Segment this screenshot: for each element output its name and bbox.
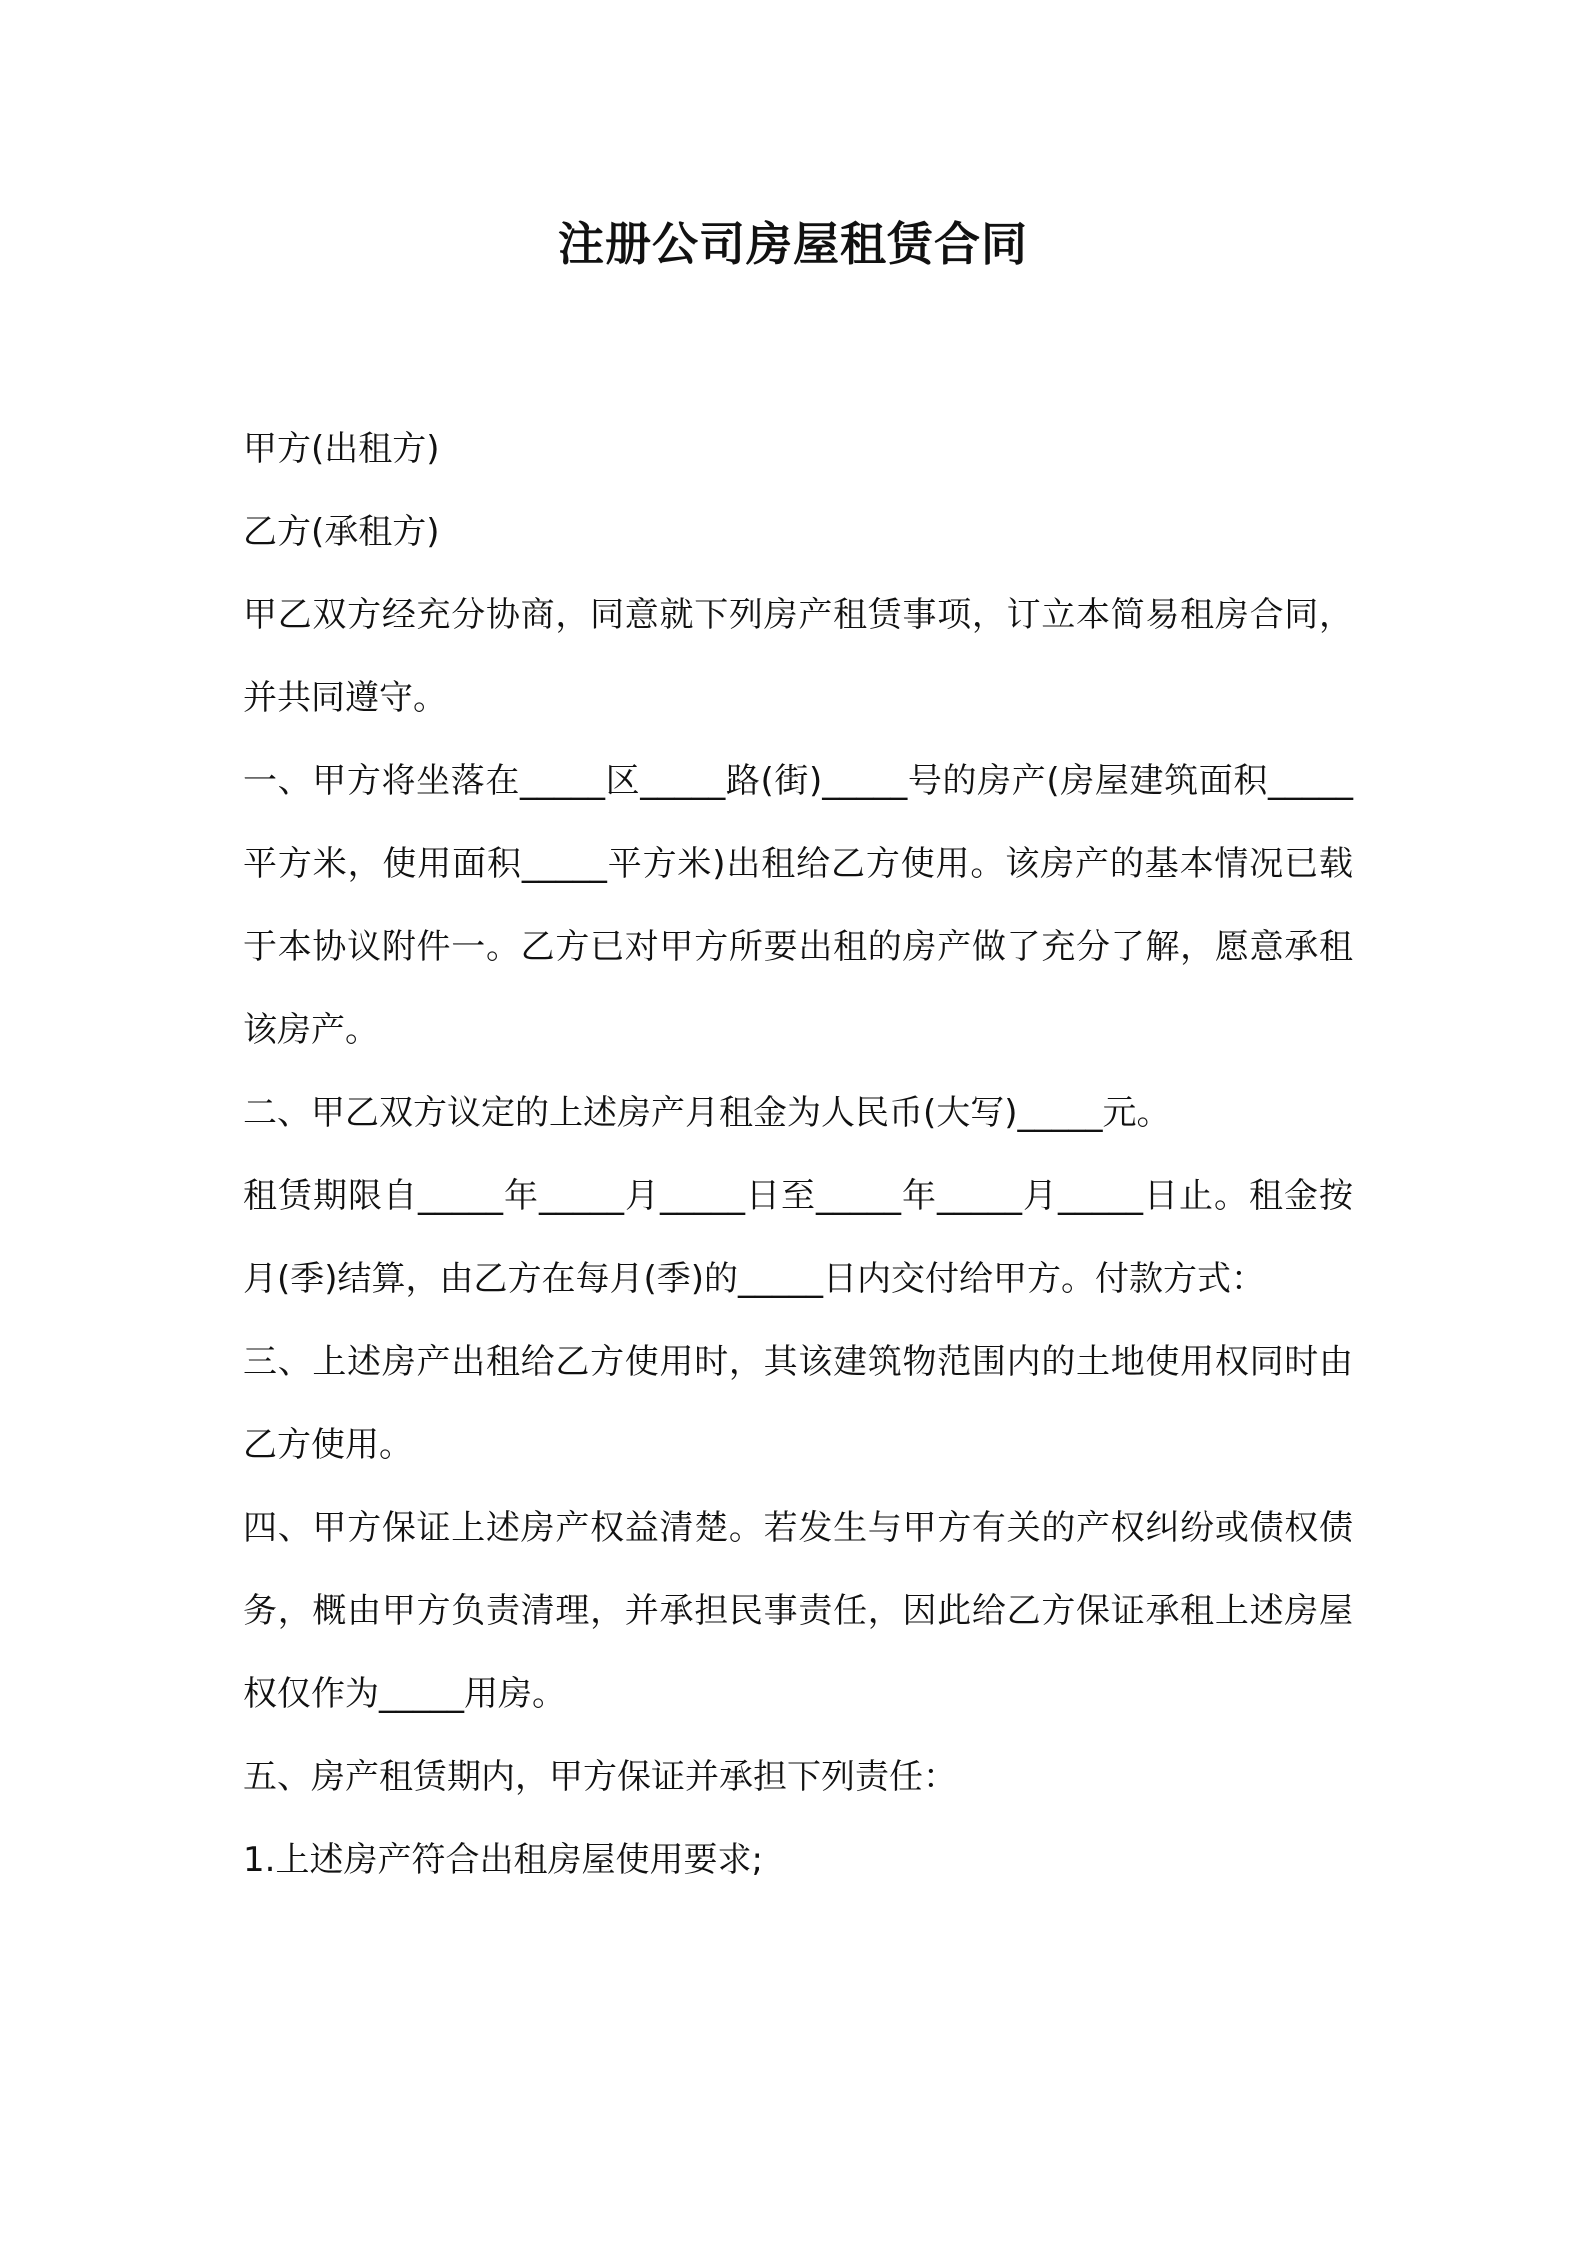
- clause-3-paragraph: 三、上述房产出租给乙方使用时，其该建筑物范围内的土地使用权同时由乙方使用。: [243, 1342, 1353, 1465]
- party-a-line: 甲方(出租方): [243, 429, 440, 469]
- clause-5-item-1: 1.上述房产符合出租房屋使用要求;: [243, 1840, 763, 1880]
- clause-5-paragraph: 五、房产租赁期内，甲方保证并承担下列责任：: [243, 1757, 957, 1797]
- clause-1-paragraph: 一、甲方将坐落在_____区_____路(街)_____号的房产(房屋建筑面积_____平方米，使用面积_____平方米)出租给乙方使用。该房产的基本情况已载于本协议附件一。乙方已对甲方所要出租的房产做了充分了解，愿意承租该房产。: [243, 761, 1353, 1050]
- preamble-paragraph: 甲乙双方经充分协商，同意就下列房产租赁事项，订立本简易租房合同，并共同遵守。: [243, 595, 1353, 718]
- page-title: 注册公司房屋租赁合同: [558, 217, 1028, 271]
- clause-2-paragraph: 二、甲乙双方议定的上述房产月租金为人民币(大写)_____元。: [243, 1093, 1171, 1133]
- clause-4-paragraph: 四、甲方保证上述房产权益清楚。若发生与甲方有关的产权纠纷或债权债务，概由甲方负责清理，并承担民事责任，因此给乙方保证承租上述房屋权仅作为_____用房。: [243, 1508, 1353, 1714]
- party-b-line: 乙方(承租方): [243, 512, 440, 552]
- lease-term-paragraph: 租赁期限自_____年_____月_____日至_____年_____月_____日止。租金按月(季)结算，由乙方在每月(季)的_____日内交付给甲方。付款方式：: [243, 1176, 1353, 1299]
- document-body: [243, 408, 1353, 1902]
